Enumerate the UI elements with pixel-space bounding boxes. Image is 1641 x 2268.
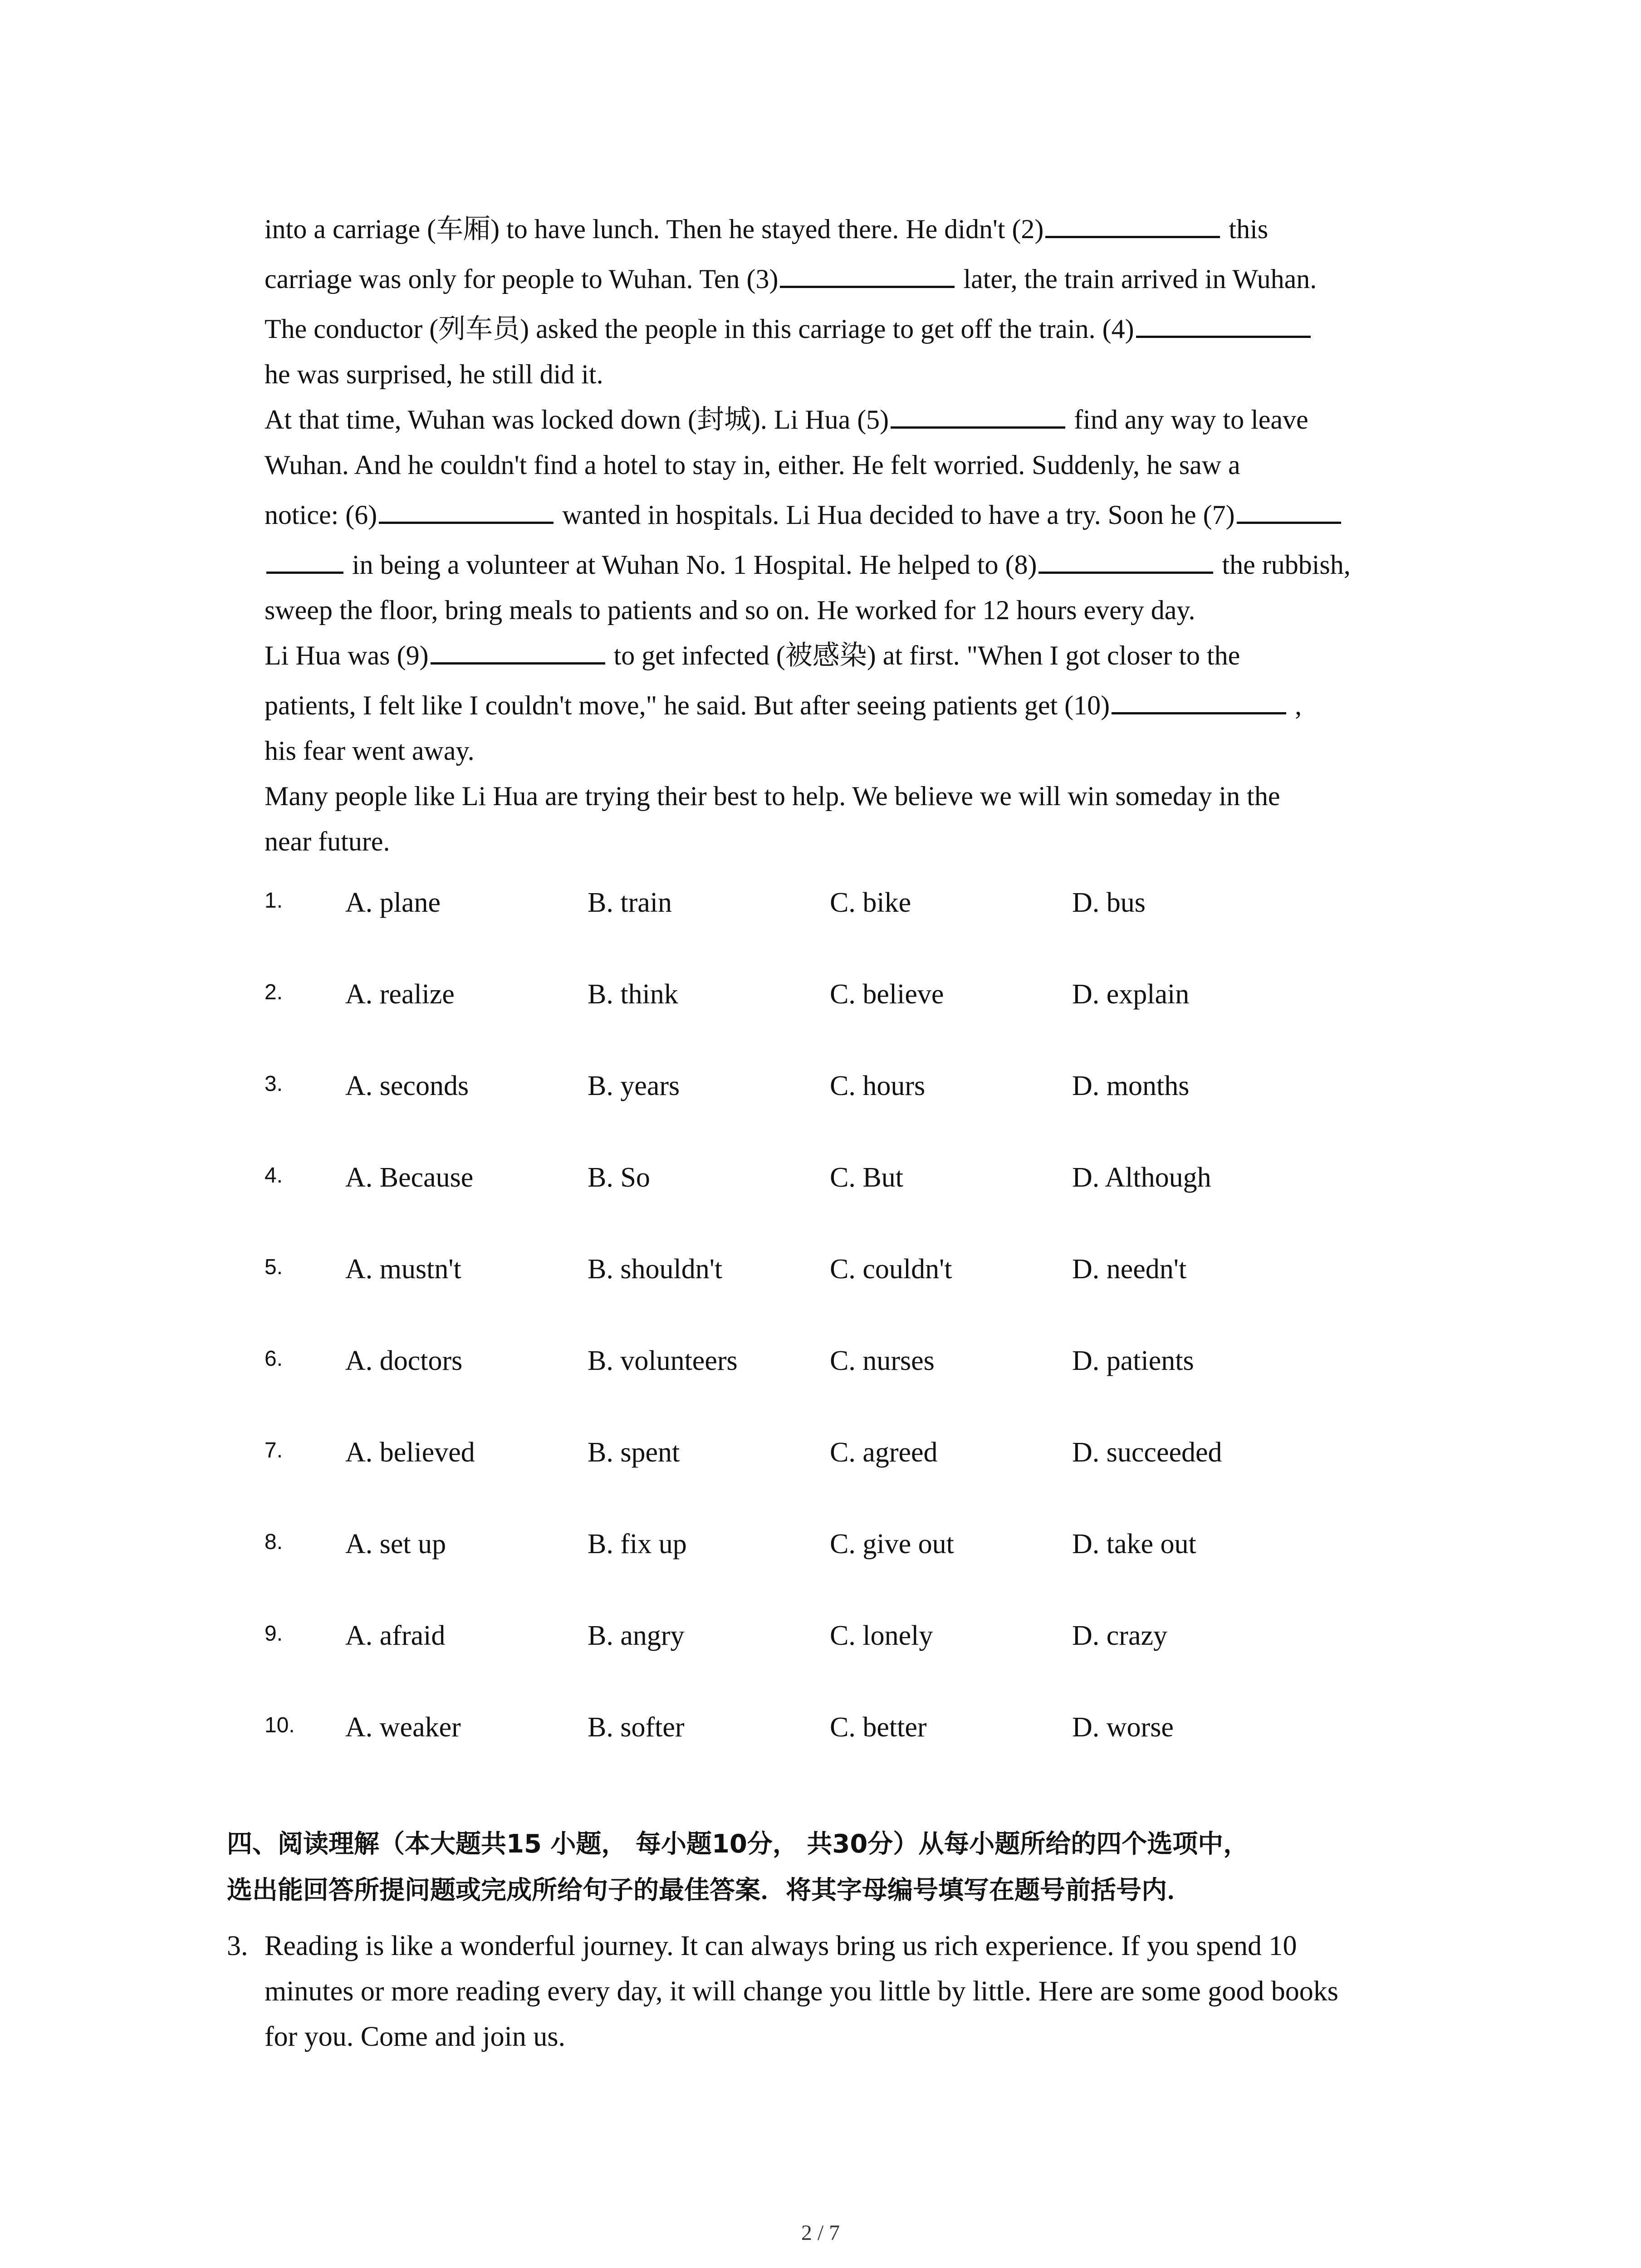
question-row <box>265 1159 1489 1251</box>
question-row <box>265 1526 1489 1618</box>
option-a[interactable]: A. afraid <box>345 1620 446 1651</box>
option-b[interactable]: B. So <box>588 1162 650 1193</box>
option-b[interactable]: B. volunteers <box>588 1345 738 1376</box>
reading-passage <box>265 1923 1338 2059</box>
passage-line <box>265 352 1489 397</box>
passage-text: sweep the floor, bring meals to patients and so on. He worked for 12 hours every day. <box>265 595 1195 625</box>
option-d[interactable]: D. succeeded <box>1072 1437 1222 1468</box>
option-b[interactable]: B. angry <box>588 1620 685 1651</box>
passage-line <box>265 206 1489 256</box>
option-c[interactable]: C. lonely <box>830 1620 933 1651</box>
option-a[interactable]: A. weaker <box>345 1712 461 1743</box>
option-d[interactable]: D. explain <box>1072 979 1190 1010</box>
option-b[interactable]: B. think <box>588 979 678 1010</box>
blank-2[interactable] <box>1045 209 1220 238</box>
option-d[interactable]: D. take out <box>1072 1529 1196 1559</box>
option-c[interactable]: C. But <box>830 1162 903 1193</box>
option-c[interactable]: C. bike <box>830 887 911 918</box>
question-number: 5. <box>265 1255 283 1279</box>
passage-text: notice: (6) <box>265 500 377 530</box>
option-c[interactable]: C. better <box>830 1712 927 1743</box>
passage-line: Reading is like a wonderful journey. It can always bring us rich experience. If you spend 10 <box>265 1931 1297 1961</box>
passage-line: minutes or more reading every day, it will change you little by little. Here are some good books <box>265 1976 1338 2007</box>
question-row <box>265 1068 1489 1159</box>
question-row <box>265 976 1489 1068</box>
passage-line: for you. Come and join us. <box>265 2021 565 2052</box>
question-row <box>265 1709 1489 1801</box>
blank-8[interactable] <box>1038 544 1213 574</box>
passage-text: patients, I felt like I couldn't move," he said. But after seeing patients get (10) <box>265 690 1110 720</box>
blank-7[interactable] <box>1237 494 1341 524</box>
passage-line <box>265 256 1489 306</box>
section-heading-line: 选出能回答所提问题或完成所给句子的最佳答案．将其字母编号填写在题号前括号内． <box>227 1876 1192 1905</box>
passage-text: his fear went away. <box>265 736 475 766</box>
option-a[interactable]: A. Because <box>345 1162 474 1193</box>
question-row <box>265 1251 1489 1343</box>
blank-3[interactable] <box>780 259 955 288</box>
passage-line <box>265 306 1489 352</box>
question-options <box>265 885 1489 1801</box>
passage-text: the rubbish, <box>1215 550 1351 580</box>
passage-line <box>265 633 1489 683</box>
cloze-passage <box>265 206 1489 864</box>
question-number: 8. <box>265 1530 283 1554</box>
passage-line <box>265 492 1489 542</box>
question-number: 3. <box>227 1931 248 1961</box>
question-number: 9. <box>265 1622 283 1646</box>
passage-text: , <box>1288 690 1302 720</box>
passage-text: wanted in hospitals. Li Hua decided to have a try. Soon he (7) <box>555 500 1235 530</box>
blank-7-continued[interactable] <box>266 544 343 574</box>
passage-text: find any way to leave <box>1067 405 1308 435</box>
passage-line <box>265 819 1489 864</box>
question-row <box>265 885 1489 976</box>
question-row <box>265 1343 1489 1434</box>
option-a[interactable]: A. set up <box>345 1529 446 1559</box>
passage-text: this <box>1222 214 1269 244</box>
passage-text: to get infected (被感染) at first. "When I got closer to the <box>607 640 1240 670</box>
passage-text: Li Hua was (9) <box>265 640 429 670</box>
passage-line <box>265 587 1489 633</box>
passage-line <box>265 773 1489 819</box>
passage-text: Many people like Li Hua are trying their best to help. We believe we will win someday in the <box>265 781 1280 811</box>
option-c[interactable]: C. hours <box>830 1070 926 1101</box>
question-number: 7. <box>265 1438 283 1462</box>
blank-5[interactable] <box>891 399 1065 429</box>
page-number: 2 / 7 <box>801 2221 840 2245</box>
option-b[interactable]: B. softer <box>588 1712 685 1743</box>
option-b[interactable]: B. train <box>588 887 672 918</box>
option-b[interactable]: B. shouldn't <box>588 1254 723 1285</box>
section-heading-line: 四、阅读理解（本大题共15 小题， 每小题10分， 共30分）从每小题所给的四个选项中， <box>227 1829 1249 1859</box>
section-heading <box>227 1821 1452 1914</box>
question-number: 10. <box>265 1713 295 1737</box>
passage-text: carriage was only for people to Wuhan. Ten (3) <box>265 264 779 294</box>
passage-text: At that time, Wuhan was locked down (封城). Li Hua (5) <box>265 405 889 435</box>
option-c[interactable]: C. nurses <box>830 1345 935 1376</box>
option-d[interactable]: D. worse <box>1072 1712 1174 1743</box>
option-d[interactable]: D. bus <box>1072 887 1146 918</box>
question-row <box>265 1434 1489 1526</box>
option-d[interactable]: D. crazy <box>1072 1620 1167 1651</box>
blank-9[interactable] <box>431 635 605 665</box>
blank-4[interactable] <box>1136 308 1311 338</box>
question-number: 2. <box>265 980 283 1004</box>
passage-line <box>265 442 1489 492</box>
option-a[interactable]: A. mustn't <box>345 1254 461 1285</box>
blank-6[interactable] <box>379 494 554 524</box>
passage-text: in being a volunteer at Wuhan No. 1 Hospital. He helped to (8) <box>345 550 1037 580</box>
option-a[interactable]: A. seconds <box>345 1070 469 1101</box>
question-number: 4. <box>265 1163 283 1188</box>
question-row <box>265 1618 1489 1709</box>
passage-line <box>265 397 1489 442</box>
option-d[interactable]: D. months <box>1072 1070 1190 1101</box>
option-b[interactable]: B. fix up <box>588 1529 687 1559</box>
option-c[interactable]: C. agreed <box>830 1437 938 1468</box>
passage-text: near future. <box>265 826 390 856</box>
passage-line <box>265 728 1489 773</box>
option-d[interactable]: D. needn't <box>1072 1254 1187 1285</box>
passage-line <box>265 683 1489 728</box>
question-number: 1. <box>265 889 283 913</box>
option-a[interactable]: A. doctors <box>345 1345 463 1376</box>
option-a[interactable]: A. realize <box>345 979 455 1010</box>
option-c[interactable]: C. believe <box>830 979 944 1010</box>
option-d[interactable]: D. Although <box>1072 1162 1211 1193</box>
blank-10[interactable] <box>1112 685 1286 714</box>
question-number: 3. <box>265 1072 283 1096</box>
passage-text: Wuhan. And he couldn't find a hotel to stay in, either. He felt worried. Suddenly, he saw a <box>265 450 1240 480</box>
option-c[interactable]: C. give out <box>830 1529 954 1559</box>
passage-text: he was surprised, he still did it. <box>265 359 603 389</box>
passage-text: into a carriage (车厢) to have lunch. Then he stayed there. He didn't (2) <box>265 214 1044 244</box>
passage-line <box>265 542 1489 587</box>
question-number: 6. <box>265 1347 283 1371</box>
passage-text: The conductor (列车员) asked the people in this carriage to get off the train. (4) <box>265 314 1134 344</box>
option-d[interactable]: D. patients <box>1072 1345 1194 1376</box>
option-b[interactable]: B. spent <box>588 1437 680 1468</box>
option-c[interactable]: C. couldn't <box>830 1254 952 1285</box>
option-a[interactable]: A. plane <box>345 887 441 918</box>
passage-text: later, the train arrived in Wuhan. <box>956 264 1317 294</box>
option-b[interactable]: B. years <box>588 1070 680 1101</box>
option-a[interactable]: A. believed <box>345 1437 475 1468</box>
